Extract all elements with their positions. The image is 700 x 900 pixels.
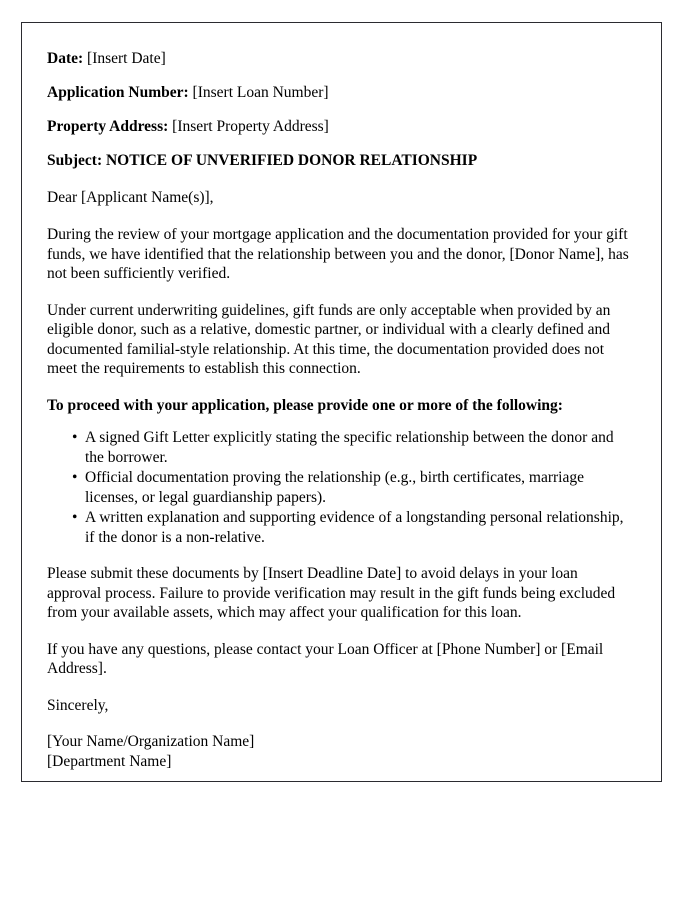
requirements-list xyxy=(47,428,634,547)
letter-border-frame xyxy=(21,22,662,782)
bullet-icon: • xyxy=(72,509,78,526)
subject-line: Subject: NOTICE OF UNVERIFIED DONOR RELATIONSHIP xyxy=(47,152,478,169)
salutation: Dear [Applicant Name(s)], xyxy=(47,189,214,206)
bullet-icon: • xyxy=(72,429,78,446)
body-paragraph-2: Under current underwriting guidelines, gift funds are only acceptable when provided by an eligible donor, such as a relative, domestic partner, or individual with a clearly defined and documented familial-style relationship. At this time, the documentation provided does not meet the requirements to establish this connection. xyxy=(47,301,611,377)
signature-line-name: [Your Name/Organization Name] xyxy=(47,733,255,750)
header-field-property-address-value: [Insert Property Address] xyxy=(172,118,329,135)
list-item-text: A written explanation and supporting evidence of a longstanding personal relationship, if the donor is a non-relative. xyxy=(85,509,624,546)
header-field-application-number xyxy=(47,83,634,102)
header-field-property-address xyxy=(47,117,634,136)
body-paragraph-4: If you have any questions, please contact your Loan Officer at [Phone Number] or [Email Address]. xyxy=(47,640,604,677)
list-item xyxy=(72,468,634,507)
list-item-text: A signed Gift Letter explicitly stating the specific relationship between the donor and the borrower. xyxy=(85,429,614,466)
list-item xyxy=(72,508,634,547)
signature-line-department: [Department Name] xyxy=(47,752,172,770)
header-field-property-address-label: Property Address: xyxy=(47,118,169,135)
header-field-application-number-label: Application Number: xyxy=(47,84,189,101)
header-field-date-label: Date: xyxy=(47,50,84,67)
header-field-application-number-value: [Insert Loan Number] xyxy=(192,84,329,101)
body-paragraph-1: During the review of your mortgage application and the documentation provided for your gift funds, we have identified that the relationship between you and the donor, [Donor Name], has not been sufficiently verified. xyxy=(47,226,629,282)
header-field-date-value: [Insert Date] xyxy=(87,50,166,67)
signature-block xyxy=(47,732,634,771)
letter-content xyxy=(22,23,661,771)
bullet-icon: • xyxy=(72,469,78,486)
list-item xyxy=(72,428,634,467)
sign-off: Sincerely, xyxy=(47,696,109,714)
list-item-text: Official documentation proving the relationship (e.g., birth certificates, marriage licenses, or legal guardianship papers). xyxy=(85,469,584,506)
requirements-lead-in: To proceed with your application, please provide one or more of the following: xyxy=(47,396,563,414)
header-field-date xyxy=(47,49,634,68)
body-paragraph-3: Please submit these documents by [Insert Deadline Date] to avoid delays in your loan approval process. Failure to provide verification may result in the gift funds being excluded from your available assets, which may affect your qualification for this loan. xyxy=(47,565,616,621)
